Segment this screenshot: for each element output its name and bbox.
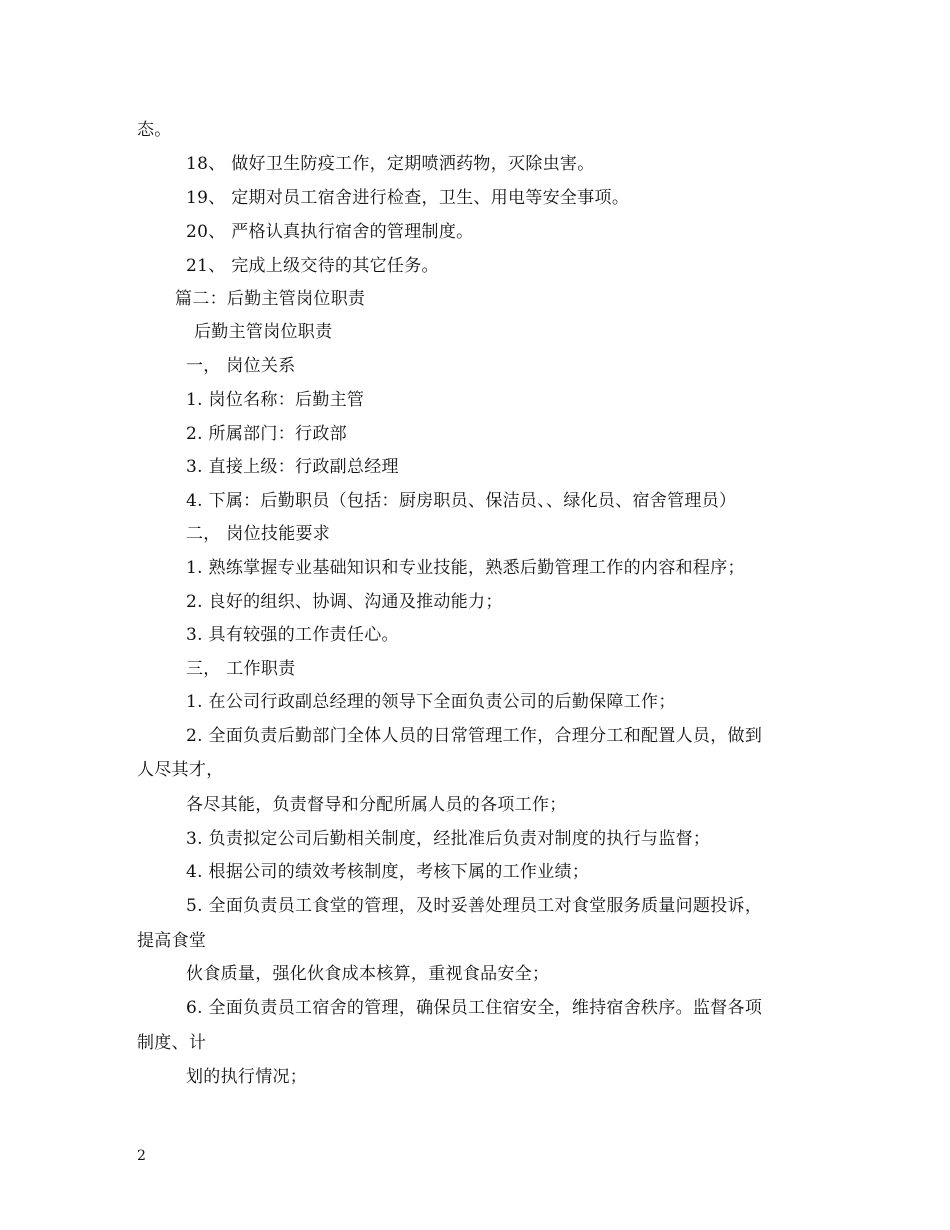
text-line: 3. 具有较强的工作责任心。 (186, 625, 399, 645)
text-line: 18、 做好卫生防疫工作，定期喷洒药物，灭除虫害。 (186, 154, 595, 174)
text-line: 伙食质量，强化伙食成本核算，重视食品安全； (186, 964, 550, 984)
text-line: 2. 所属部门：行政部 (186, 424, 347, 444)
text-line: 1. 熟练掌握专业基础知识和专业技能，熟悉后勤管理工作的内容和程序； (186, 558, 745, 578)
text-line: 6. 全面负责员工宿舍的管理，确保员工住宿安全，维持宿舍秩序。监督各项 (186, 998, 763, 1018)
text-line: 制度、计 (137, 1033, 207, 1053)
text-line: 19、 定期对员工宿舍进行检查，卫生、用电等安全事项。 (186, 188, 630, 208)
text-line: 4. 下属：后勤职员（包括：厨房职员、保洁员、、绿化员、宿舍管理员） (186, 491, 737, 511)
text-line: 3. 直接上级：行政副总经理 (186, 457, 399, 477)
text-line: 2. 良好的组织、协调、沟通及推动能力； (186, 592, 503, 612)
text-line: 2. 全面负责后勤部门全体人员的日常管理工作，合理分工和配置人员，做到 (186, 726, 763, 746)
text-line: 5. 全面负责员工食堂的管理，及时妥善处理员工对食堂服务质量问题投诉， (186, 896, 763, 916)
text-line: 划的执行情况； (186, 1067, 308, 1087)
text-line: 3. 负责拟定公司后勤相关制度，经批准后负责对制度的执行与监督； (186, 829, 711, 849)
text-line: 20、 严格认真执行宿舍的管理制度。 (186, 222, 474, 242)
subheading: 一， 岗位关系 (186, 356, 296, 376)
section-title: 后勤主管岗位职责 (194, 322, 333, 342)
text-line: 各尽其能，负责督导和分配所属人员的各项工作； (186, 795, 567, 815)
section-heading: 篇二：后勤主管岗位职责 (175, 289, 366, 309)
text-line: 4. 根据公司的绩效考核制度，考核下属的工作业绩； (186, 862, 590, 882)
page-number: 2 (137, 1148, 146, 1164)
text-line: 提高食堂 (137, 931, 207, 951)
text-line: 21、 完成上级交待的其它任务。 (186, 256, 439, 276)
text-line: 1. 在公司行政副总经理的领导下全面负责公司的后勤保障工作； (186, 692, 676, 712)
subheading: 三， 工作职责 (186, 659, 296, 679)
text-line: 态。 (137, 120, 172, 140)
subheading: 二， 岗位技能要求 (186, 524, 331, 544)
text-line: 1. 岗位名称：后勤主管 (186, 390, 365, 410)
text-line: 人尽其才， (137, 760, 224, 780)
